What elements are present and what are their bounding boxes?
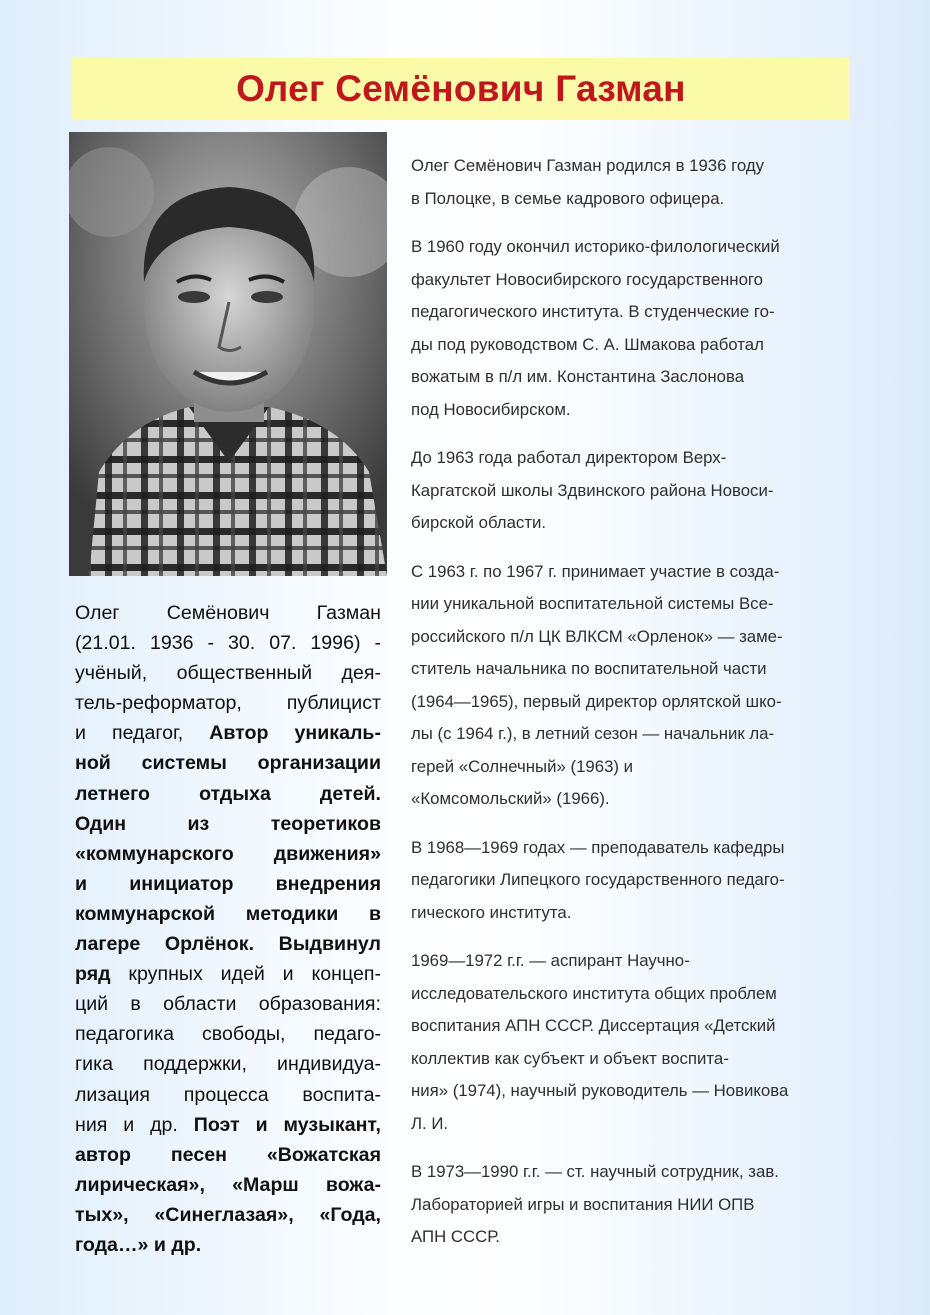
paragraph-line: ния» (1974), научный руководитель — Новикова (411, 1081, 789, 1100)
bio-text: тых», «Синеглазая», «Года, (75, 1203, 381, 1226)
paragraph-line: (1964—1965), первый директор орлятской шко- (411, 691, 782, 711)
paragraph-line: ды под руководством С. А. Шмакова работал (411, 334, 764, 354)
paragraph-line: Каргатской школы Здвинского района Новоси- (411, 480, 774, 500)
bio-line (75, 959, 381, 989)
bio-line (75, 748, 381, 778)
bio-text: ной системы организации (75, 752, 381, 775)
paragraph-line: факультет Новосибирского государственного (411, 269, 763, 289)
bio-text: коммунарской методики в (75, 902, 381, 925)
bio-summary (75, 598, 381, 1260)
bio-line (75, 809, 381, 839)
bio-text: летнего отдыха детей. (75, 782, 381, 805)
bio-text: крупных идей и концеп- (110, 963, 381, 986)
bio-paragraph (411, 442, 841, 540)
bio-paragraph (411, 832, 841, 930)
bio-line (75, 1049, 381, 1079)
bio-text: ряд (75, 963, 111, 986)
paragraph-line: бирской области. (411, 513, 547, 532)
bio-line (75, 899, 381, 929)
bio-line (75, 989, 381, 1019)
bio-line (75, 628, 381, 658)
bio-text: тель-реформатор, публицист (75, 692, 381, 715)
bio-paragraph (411, 231, 841, 426)
paragraph-line: вожатым в п/л им. Константина Заслонова (411, 367, 745, 386)
paragraph-line: воспитания АПН СССР. Диссертация «Детский (411, 1016, 776, 1035)
bio-text: «коммунарского движения» (75, 842, 381, 865)
paragraph-line: исследовательского института общих проблем (411, 983, 777, 1003)
bio-line (75, 658, 381, 688)
paragraph-line: С 1963 г. по 1967 г. принимает участие в созда- (411, 561, 780, 581)
paragraph-line: АПН СССР. (411, 1227, 500, 1246)
paragraph-line: В 1968—1969 годах — преподаватель кафедры (411, 837, 785, 857)
bio-text: и инициатор внедрения (75, 872, 381, 895)
paragraph-line: лы (с 1964 г.), в летний сезон — начальник ла- (411, 724, 775, 743)
bio-paragraph (411, 556, 841, 816)
bio-text: и педагог, (75, 722, 210, 745)
bio-text: учёный, общественный дея- (75, 662, 381, 685)
bio-line (75, 779, 381, 809)
bio-text: лагере Орлёнок. Выдвинул (75, 933, 381, 956)
bio-text: Поэт и музыкант, (193, 1113, 381, 1136)
bio-line (75, 598, 381, 628)
paragraph-line: Л. И. (411, 1113, 449, 1133)
bio-line (75, 718, 381, 748)
bio-text: года…» и др. (75, 1233, 202, 1256)
paragraph-line: российского п/л ЦК ВЛКСМ «Орленок» — заме- (411, 626, 783, 646)
paragraph-line: педагогики Липецкого государственного педаго- (411, 870, 785, 889)
paragraph-line: 1969—1972 г.г. — аспирант Научно- (411, 951, 690, 970)
paragraph-line: герей «Солнечный» (1963) и (411, 756, 634, 776)
title-banner (72, 58, 850, 120)
bio-text: ния и др. (75, 1113, 194, 1136)
bio-line (75, 1080, 381, 1110)
bio-text: гика поддержки, индивидуа- (75, 1053, 381, 1076)
bio-text: Один из теоретиков (75, 812, 381, 835)
paragraph-line: гического института. (411, 902, 572, 922)
bio-paragraph (411, 1156, 841, 1254)
bio-text: Олег Семёнович Газман (75, 602, 381, 624)
bio-text: лирическая», «Марш вожа- (75, 1173, 381, 1196)
bio-text: Автор уникаль- (209, 722, 381, 745)
paragraph-line: педагогического института. В студенческие го- (411, 302, 775, 321)
bio-line (75, 1110, 381, 1140)
paragraph-line: ститель начальника по воспитательной части (411, 659, 767, 678)
paragraph-line: До 1963 года работал директором Верх- (411, 448, 727, 467)
bio-text: автор песен «Вожатская (75, 1143, 381, 1166)
biography-text (411, 150, 841, 1270)
bio-line (75, 839, 381, 869)
paragraph-line: «Комсомольский» (1966). (411, 789, 610, 808)
paragraph-line: под Новосибирском. (411, 399, 571, 419)
bio-line (75, 929, 381, 959)
bio-line (75, 869, 381, 899)
page-title: Олег Семёнович Газман (236, 68, 686, 109)
paragraph-line: Олег Семёнович Газман родился в 1936 году (411, 156, 765, 175)
paragraph-line: в Полоцке, в семье кадрового офицера. (411, 188, 725, 208)
bio-text: ций в области образования: (75, 993, 381, 1016)
paragraph-line: коллектив как субъект и объект воспита- (411, 1048, 729, 1068)
bio-line (75, 1230, 381, 1260)
bio-paragraph (411, 150, 841, 215)
bio-text: педагогика свободы, педаго- (75, 1023, 381, 1046)
bio-line (75, 1170, 381, 1200)
paragraph-line: нии уникальной воспитательной системы Все- (411, 594, 774, 613)
bio-line (75, 1019, 381, 1049)
paragraph-line: Лабораторией игры и воспитания НИИ ОПВ (411, 1194, 755, 1214)
bio-text: лизация процесса воспита- (75, 1083, 381, 1106)
bio-line (75, 1200, 381, 1230)
bio-text: (21.01. 1936 - 30. 07. 1996) - (75, 632, 381, 655)
portrait-photo (69, 132, 387, 576)
bio-line (75, 688, 381, 718)
bio-paragraph (411, 945, 841, 1140)
paragraph-line: В 1973—1990 г.г. — ст. научный сотрудник, зав. (411, 1162, 779, 1181)
paragraph-line: В 1960 году окончил историко-филологический (411, 237, 780, 256)
bio-line (75, 1140, 381, 1170)
